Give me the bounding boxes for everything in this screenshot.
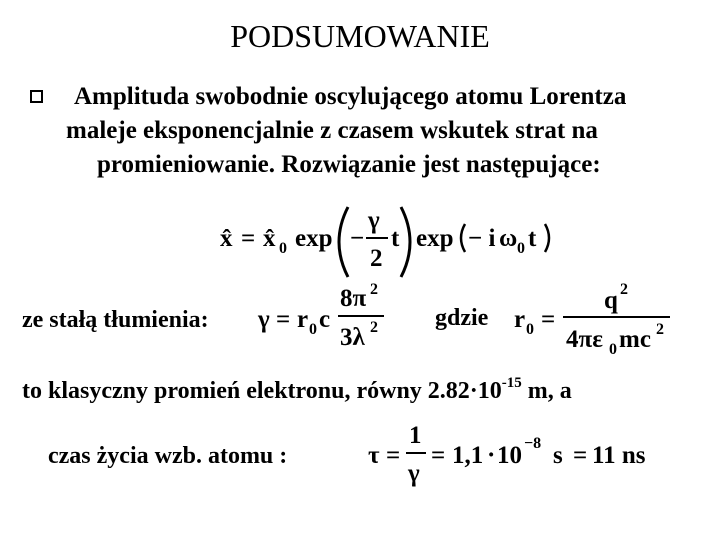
fraction-numerator-q: q xyxy=(604,287,618,314)
fraction-numerator-1: 1 xyxy=(409,422,422,449)
denominator-superscript: 2 xyxy=(656,321,664,338)
bullet-text-line-2: maleje eksponencjalnie z czasem wskutek strat na xyxy=(66,117,598,144)
denominator-part-a: 4πε xyxy=(566,326,603,353)
close-paren-2 xyxy=(545,224,549,252)
lifetime-label: czas życia wzb. atomu : xyxy=(48,443,288,469)
denominator-part-b: mc xyxy=(619,326,651,353)
tau: τ xyxy=(368,442,380,469)
bullet-text-line-3: promieniowanie. Rozwiązanie jest następujące: xyxy=(97,151,601,178)
value: 1,1 xyxy=(452,442,484,469)
r0: r xyxy=(514,306,526,333)
gamma: γ xyxy=(258,306,270,333)
result: 11 ns xyxy=(592,442,646,469)
minus-sign: − xyxy=(350,225,365,252)
page-title: PODSUMOWANIE xyxy=(230,18,490,54)
damping-label: ze stałą tłumienia: xyxy=(22,307,209,333)
x-hat: x̂ xyxy=(220,225,233,252)
close-paren-1 xyxy=(401,207,410,277)
radius-text: to klasyczny promień elektronu, równy $2.82\cdot 10^{-15}$ m, a xyxy=(22,375,572,404)
open-paren-2 xyxy=(461,224,465,252)
r0-subscript: 0 xyxy=(309,321,317,338)
bullet-text-line-1: Amplituda swobodnie oscylującego atomu Lorentza xyxy=(74,83,627,110)
denominator-superscript: 2 xyxy=(370,319,378,336)
t-variable: t xyxy=(391,225,400,252)
q-superscript: 2 xyxy=(620,281,628,298)
exponent: −8 xyxy=(524,435,542,452)
exp-1: exp xyxy=(295,225,333,252)
omega: ω xyxy=(499,225,518,252)
fraction-numerator-gamma: γ xyxy=(368,207,380,234)
r0-subscript: 0 xyxy=(526,321,534,338)
minus-i: − i xyxy=(468,225,496,252)
open-paren-1 xyxy=(339,207,348,277)
equals-sign: = xyxy=(541,306,556,333)
equals-sign: = xyxy=(276,306,291,333)
where-label: gdzie xyxy=(435,305,489,331)
t-variable-2: t xyxy=(528,225,537,252)
fraction-denominator-2: 2 xyxy=(370,245,383,272)
equals-sign: = xyxy=(241,225,256,252)
subscript-0: 0 xyxy=(279,240,287,257)
equals-sign: = xyxy=(386,442,401,469)
fraction-denominator: 3λ xyxy=(340,324,365,351)
fraction-numerator: 8π xyxy=(340,285,367,312)
multiply-dot: · xyxy=(487,442,496,469)
ten: 10 xyxy=(497,442,522,469)
equals-sign-2: = xyxy=(431,442,446,469)
omega-subscript-0: 0 xyxy=(517,240,525,257)
c: c xyxy=(319,306,331,333)
unit-s: s xyxy=(553,442,563,469)
equals-sign-3: = xyxy=(573,442,588,469)
x-hat-0: x̂ xyxy=(263,225,276,252)
exp-2: exp xyxy=(416,225,454,252)
fraction-denominator-gamma: γ xyxy=(408,460,420,487)
numerator-superscript: 2 xyxy=(370,281,378,298)
r0: r xyxy=(297,306,309,333)
epsilon-subscript: 0 xyxy=(609,341,617,358)
